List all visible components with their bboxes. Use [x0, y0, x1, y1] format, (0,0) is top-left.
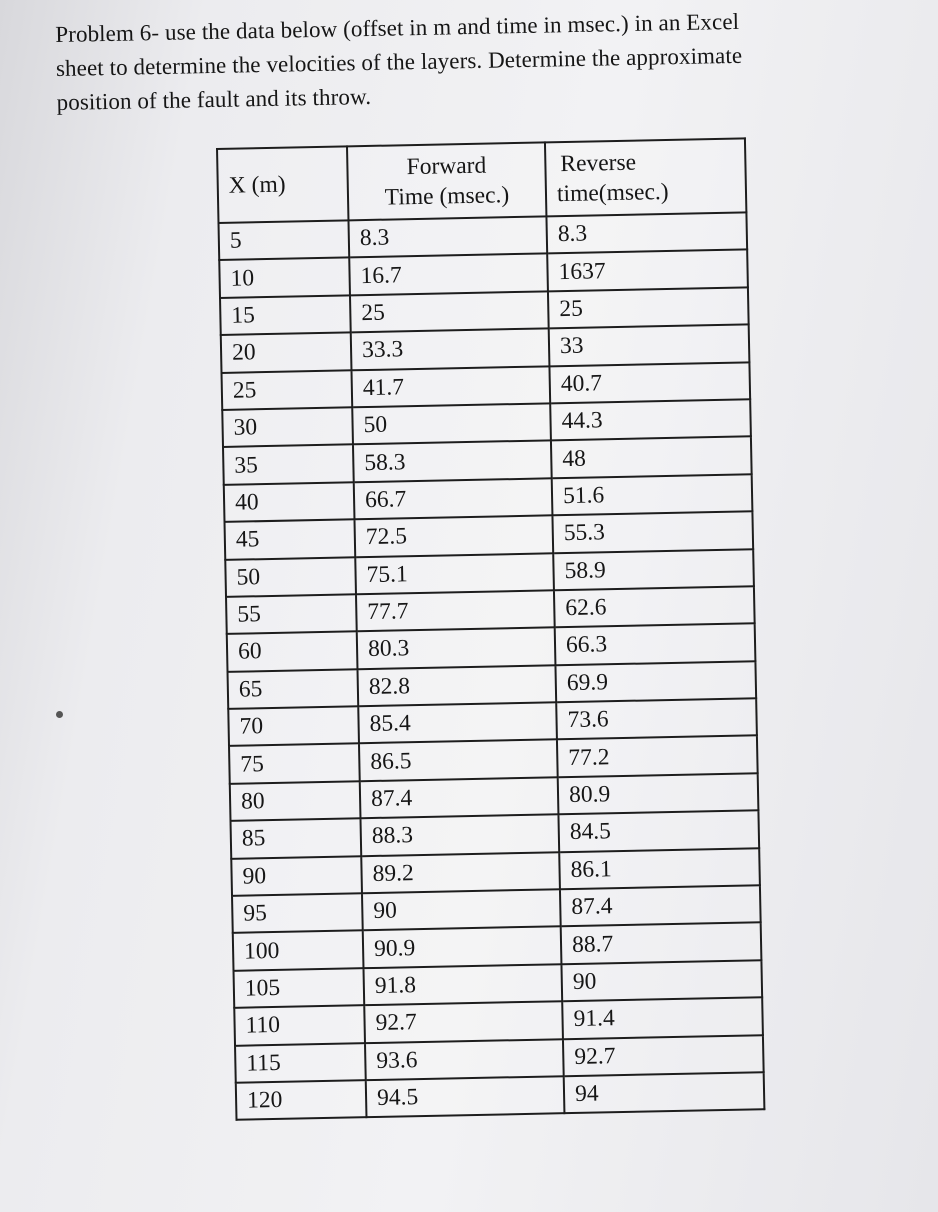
header-x-label: X (m): [228, 171, 286, 199]
cell-forward-time: 93.6: [365, 1039, 564, 1080]
header-forward-line1: Forward: [406, 152, 487, 181]
header-reverse-time: [545, 138, 746, 216]
cell-x: 55: [226, 594, 357, 634]
cell-reverse-time: 90: [561, 960, 762, 1001]
cell-forward-time: 90: [362, 889, 561, 930]
cell-reverse-time: 1637: [547, 250, 748, 291]
cell-reverse-time: 40.7: [549, 362, 750, 403]
table-body: [219, 212, 765, 1120]
cell-reverse-time: 62.6: [554, 586, 755, 627]
cell-forward-time: 77.7: [356, 590, 555, 631]
cell-x: 50: [225, 557, 356, 597]
problem-statement: [55, 1, 917, 119]
cell-reverse-time: 48: [551, 437, 752, 478]
cell-forward-time: 89.2: [361, 852, 560, 893]
seismic-data-table: [216, 137, 765, 1121]
cell-forward-time: 87.4: [360, 777, 559, 818]
cell-forward-time: 75.1: [355, 553, 554, 594]
cell-x: 105: [234, 968, 365, 1008]
cell-reverse-time: 91.4: [562, 997, 763, 1038]
cell-x: 65: [228, 669, 359, 709]
cell-forward-time: 72.5: [354, 515, 553, 556]
cell-forward-time: 16.7: [349, 254, 548, 295]
cell-x: 90: [231, 856, 362, 896]
cell-reverse-time: 77.2: [557, 736, 758, 777]
cell-x: 80: [230, 781, 361, 821]
cell-reverse-time: 84.5: [558, 810, 759, 851]
cell-forward-time: 85.4: [358, 702, 557, 743]
cell-forward-time: 92.7: [364, 1001, 563, 1042]
cell-x: 115: [235, 1043, 366, 1083]
cell-forward-time: 8.3: [348, 216, 547, 257]
cell-reverse-time: 73.6: [556, 698, 757, 739]
header-reverse-line1: Reverse: [560, 149, 637, 178]
cell-reverse-time: 87.4: [560, 885, 761, 926]
cell-forward-time: 41.7: [351, 366, 550, 407]
cell-reverse-time: 88.7: [561, 923, 762, 964]
header-forward-time: [347, 142, 546, 220]
cell-x: 110: [234, 1005, 365, 1045]
cell-x: 120: [236, 1080, 367, 1120]
cell-x: 20: [221, 333, 352, 373]
cell-x: 85: [231, 818, 362, 858]
cell-reverse-time: 69.9: [555, 661, 756, 702]
cell-forward-time: 25: [350, 291, 549, 332]
cell-forward-time: 82.8: [357, 665, 556, 706]
problem-line: position of the fault and its throw.: [56, 83, 372, 115]
cell-reverse-time: 55.3: [552, 511, 753, 552]
problem-line: sheet to determine the velocities of the layers. Determine the approximate: [55, 42, 743, 81]
cell-reverse-time: 94: [564, 1072, 765, 1113]
cell-forward-time: 50: [352, 403, 551, 444]
cell-forward-time: 58.3: [353, 441, 552, 482]
cell-reverse-time: 44.3: [550, 399, 751, 440]
problem-line: Problem 6- use the data below (offset in m and time in msec.) in an Excel: [55, 8, 740, 47]
cell-reverse-time: 25: [548, 287, 749, 328]
cell-x: 45: [225, 519, 356, 559]
cell-reverse-time: 80.9: [558, 773, 759, 814]
cell-x: 95: [232, 893, 363, 933]
cell-reverse-time: 58.9: [553, 549, 754, 590]
cell-x: 40: [224, 482, 355, 522]
cell-x: 35: [223, 445, 354, 485]
cell-x: 60: [227, 632, 358, 672]
cell-reverse-time: 92.7: [563, 1035, 764, 1076]
cell-forward-time: 94.5: [366, 1076, 565, 1117]
cell-forward-time: 80.3: [357, 628, 556, 669]
cell-forward-time: 90.9: [363, 927, 562, 968]
header-x: [217, 146, 348, 223]
cell-x: 70: [228, 706, 359, 746]
cell-reverse-time: 66.3: [555, 624, 756, 665]
cell-x: 10: [219, 258, 350, 298]
cell-reverse-time: 51.6: [552, 474, 753, 515]
cell-x: 100: [233, 931, 364, 971]
cell-forward-time: 33.3: [351, 329, 550, 370]
cell-reverse-time: 8.3: [546, 212, 747, 253]
cell-x: 5: [219, 220, 350, 260]
cell-forward-time: 88.3: [360, 815, 559, 856]
cell-forward-time: 86.5: [359, 740, 558, 781]
cell-reverse-time: 33: [549, 325, 750, 366]
cell-reverse-time: 86.1: [559, 848, 760, 889]
cell-forward-time: 91.8: [363, 964, 562, 1005]
cell-x: 75: [229, 744, 360, 784]
cell-forward-time: 66.7: [354, 478, 553, 519]
table-header-row: [217, 138, 746, 223]
cell-x: 25: [222, 370, 353, 410]
header-forward-line2: Time (msec.): [384, 182, 510, 211]
cell-x: 30: [222, 407, 353, 447]
header-reverse-line2: time(msec.): [556, 178, 669, 208]
cell-x: 15: [220, 295, 351, 335]
paper-mark: [56, 711, 63, 718]
